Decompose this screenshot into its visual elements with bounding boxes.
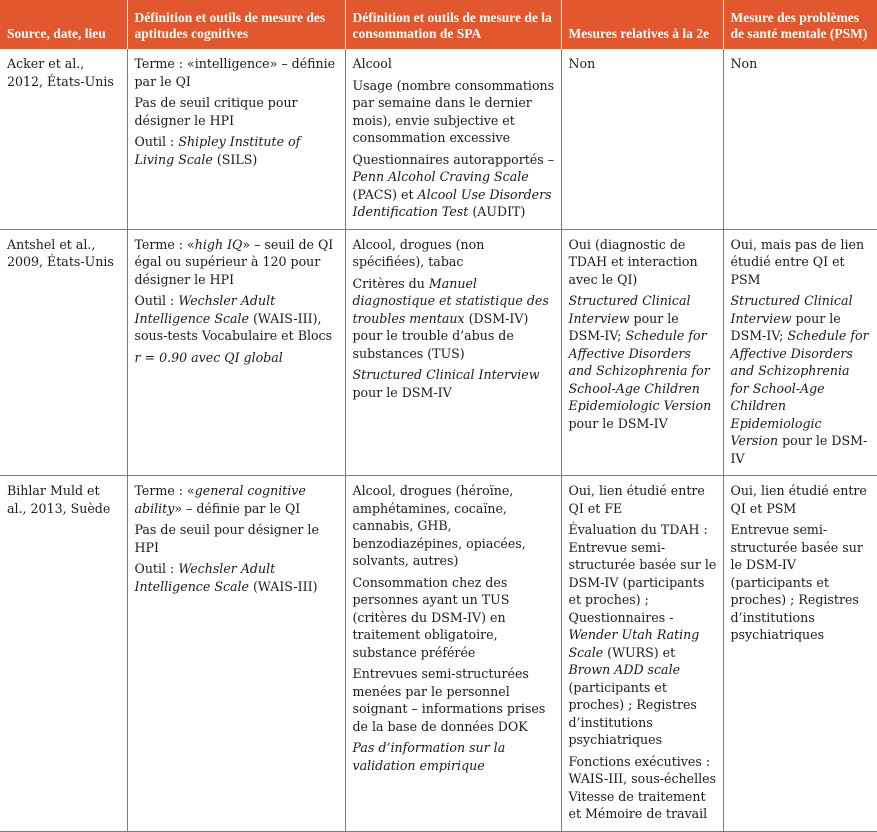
cell-paragraph bbox=[353, 366, 555, 401]
cell-paragraph bbox=[731, 292, 872, 467]
italic-text: Shipley Institute of Living Scale bbox=[134, 134, 301, 167]
text: Pas de seuil pour désigner le HPI bbox=[134, 522, 319, 555]
text: Entrevue semi-structurée basée sur le DSM-IV (participants et proches) ; Registres d’institutions psychiatriques bbox=[730, 522, 863, 642]
cell-paragraph bbox=[569, 482, 717, 517]
cell-paragraph bbox=[135, 482, 339, 517]
text: (AUDIT) bbox=[468, 204, 526, 219]
text: Consommation chez des personnes ayant un TUS (critères du DSM-IV) en traitement obligatoire, substance préférée bbox=[352, 574, 510, 660]
cell-paragraph bbox=[353, 236, 555, 271]
cell-paragraph bbox=[353, 482, 555, 570]
header-source: Source, date, lieu bbox=[0, 0, 127, 49]
italic-text: Structured Clinical Interview bbox=[568, 293, 691, 326]
cell-spa bbox=[345, 49, 561, 229]
text: (SILS) bbox=[212, 151, 258, 167]
cell-paragraph bbox=[569, 292, 717, 432]
header-spa: Définition et outils de mesure de la consommation de SPA bbox=[345, 0, 561, 49]
cell-second bbox=[561, 476, 723, 832]
italic-text: Structured Clinical Interview bbox=[352, 367, 540, 382]
italic-text: Wechsler Adult Intelligence Scale bbox=[134, 561, 276, 594]
table-row bbox=[0, 49, 877, 229]
cell-paragraph bbox=[135, 94, 339, 129]
italic-text: Penn Alcohol Craving Scale bbox=[352, 169, 529, 184]
italic-text: r = 0.90 avec QI global bbox=[134, 349, 283, 365]
cell-paragraph bbox=[731, 521, 872, 644]
cell-paragraph bbox=[569, 55, 717, 73]
text: Outil : bbox=[134, 134, 179, 149]
text: Oui, lien étudié entre QI et FE bbox=[568, 483, 705, 516]
cell-paragraph bbox=[135, 133, 339, 168]
cell-paragraph bbox=[135, 349, 339, 367]
cell-psm bbox=[723, 229, 877, 476]
cell-paragraph bbox=[135, 292, 339, 345]
cell-cognitive bbox=[127, 229, 345, 476]
text: (WAIS-III) bbox=[249, 578, 318, 594]
header-row bbox=[0, 0, 877, 49]
text: Non bbox=[568, 56, 596, 71]
text: (PACS) et bbox=[352, 186, 418, 202]
header-cognitive: Définition et outils de mesure des aptitudes cognitives bbox=[127, 0, 345, 49]
cell-paragraph bbox=[353, 275, 555, 363]
cell-paragraph bbox=[353, 55, 555, 73]
text: (DSM-IV) pour le trouble d’abus de substances (TUS) bbox=[352, 310, 529, 361]
cell-paragraph bbox=[353, 665, 555, 735]
text: Entrevues semi-structurées menées par le personnel soignant – informations prises de la base de données DOK bbox=[352, 666, 546, 734]
cell-cognitive bbox=[127, 49, 345, 229]
italic-text: Pas d’information sur la validation empirique bbox=[352, 740, 506, 773]
text: Non bbox=[730, 56, 758, 71]
text: Oui (diagnostic de TDAH et interaction avec le QI) bbox=[568, 236, 698, 287]
text: Critères du bbox=[352, 275, 429, 291]
cell-cognitive bbox=[127, 476, 345, 832]
italic-text: high IQ bbox=[194, 236, 243, 252]
cell-second bbox=[561, 229, 723, 476]
text: Outil : bbox=[134, 561, 179, 576]
text: Alcool bbox=[352, 56, 392, 71]
italic-text: Manuel diagnostique et statistique des troubles mentaux bbox=[352, 275, 549, 326]
text: Outil : bbox=[134, 293, 179, 308]
cell-psm bbox=[723, 49, 877, 229]
cell-paragraph bbox=[731, 55, 872, 73]
text: pour le DSM-IV; bbox=[568, 310, 679, 343]
cell-psm bbox=[723, 476, 877, 832]
cell-source: Bihlar Muld et al., 2013, Suède bbox=[0, 476, 127, 832]
italic-text: Alcool Use Disorders Identification Test bbox=[352, 186, 552, 219]
text: Terme : « bbox=[134, 236, 195, 252]
table-row bbox=[0, 229, 877, 476]
header-second: Mesures relatives à la 2e bbox=[561, 0, 723, 49]
text: pour le DSM-IV bbox=[730, 433, 868, 466]
cell-spa bbox=[345, 476, 561, 832]
text: pour le DSM-IV bbox=[352, 384, 452, 400]
cell-paragraph bbox=[353, 151, 555, 221]
text: Terme : «intelligence» – définie par le QI bbox=[134, 56, 336, 89]
text: Évaluation du TDAH : Entrevue semi-structurée basée sur le DSM-IV (participants et proches) ; Questionnaires - bbox=[568, 522, 717, 625]
text: Usage (nombre consommations par semaine dans le dernier mois), envie subjective et consommation excessive bbox=[352, 77, 555, 145]
text: Alcool, drogues (non spécifiées), tabac bbox=[352, 236, 485, 269]
cell-spa bbox=[345, 229, 561, 476]
italic-text: Schedule for Affective Disorders and Schizophrenia for School-Age Children Epidemiologic Version bbox=[730, 328, 869, 448]
italic-text: Wechsler Adult Intelligence Scale bbox=[134, 293, 276, 326]
text: Oui, mais pas de lien étudié entre QI et PSM bbox=[730, 236, 865, 287]
cell-paragraph bbox=[353, 574, 555, 662]
text: Alcool, drogues (héroïne, amphétamines, cocaïne, cannabis, GHB, benzodiazépines, opiacées, solvants, autres) bbox=[352, 483, 526, 568]
text: Questionnaires autorapportés – bbox=[352, 151, 555, 167]
header-psm: Mesure des problèmes de santé mentale (PSM) bbox=[723, 0, 877, 49]
italic-text: Structured Clinical Interview bbox=[730, 293, 853, 326]
text: Oui, lien étudié entre QI et PSM bbox=[730, 483, 867, 516]
cell-paragraph bbox=[135, 55, 339, 90]
cell-paragraph bbox=[353, 77, 555, 147]
cell-paragraph bbox=[135, 236, 339, 289]
cell-paragraph bbox=[353, 739, 555, 774]
cell-second bbox=[561, 49, 723, 229]
italic-text: Brown ADD scale bbox=[568, 662, 681, 677]
text: pour le DSM-IV; bbox=[730, 310, 841, 343]
table-row bbox=[0, 476, 877, 832]
cell-source: Antshel et al., 2009, États-Unis bbox=[0, 229, 127, 476]
cell-paragraph bbox=[569, 753, 717, 823]
text: (WAIS-III), sous-tests Vocabulaire et Blocs bbox=[134, 310, 333, 343]
italic-text: Schedule for Affective Disorders and Schizophrenia for School-Age Children Epidemiologic Version bbox=[568, 328, 712, 413]
text: Fonctions exécutives : WAIS-III, sous-échelles Vitesse de traitement et Mémoire de travail bbox=[568, 753, 717, 821]
cell-paragraph bbox=[731, 236, 872, 289]
text: (WURS) et bbox=[603, 644, 676, 660]
text: » – seuil de QI égal ou supérieur à 120 pour désigner le HPI bbox=[134, 236, 334, 287]
text: » – définie par le QI bbox=[174, 500, 301, 516]
text: Terme : « bbox=[134, 483, 195, 498]
cell-paragraph bbox=[135, 560, 339, 595]
cell-paragraph bbox=[569, 521, 717, 749]
italic-text: Wender Utah Rating Scale bbox=[568, 627, 700, 660]
cell-paragraph bbox=[135, 521, 339, 556]
text: Pas de seuil critique pour désigner le HPI bbox=[134, 95, 298, 128]
text: (participants et proches) ; Registres d’institutions psychiatriques bbox=[568, 679, 697, 747]
italic-text: general cognitive ability bbox=[134, 483, 306, 516]
cell-source: Acker et al., 2012, États-Unis bbox=[0, 49, 127, 229]
cell-paragraph bbox=[731, 482, 872, 517]
text: pour le DSM-IV bbox=[568, 415, 668, 431]
cell-paragraph bbox=[569, 236, 717, 289]
